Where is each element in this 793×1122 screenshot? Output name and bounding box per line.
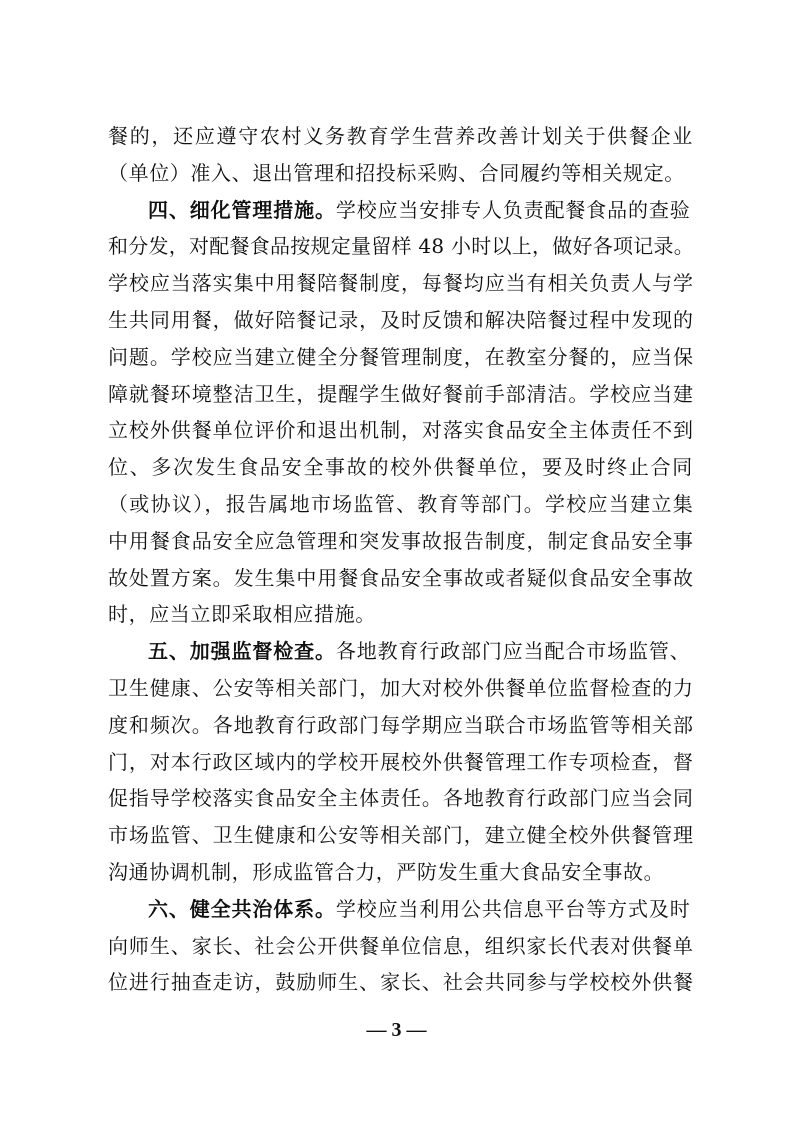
- text-line: [108, 376, 694, 413]
- line-text: 和分发，对配餐食品按规定量留样 48 小时以上，做好各项记录。: [108, 234, 694, 259]
- line-text: 生共同用餐，做好陪餐记录，及时反馈和解决陪餐过程中发现的: [108, 307, 694, 332]
- section-heading-line: [108, 192, 694, 229]
- line-text: 立校外供餐单位评价和退出机制，对落实食品安全主体责任不到: [108, 418, 694, 443]
- text-line: [108, 523, 694, 560]
- line-text: 学校应当安排专人负责配餐食品的查验: [335, 197, 691, 222]
- body-text: [108, 118, 694, 1001]
- text-line: [108, 780, 694, 817]
- text-line: [108, 265, 694, 302]
- line-text: 位、多次发生食品安全事故的校外供餐单位，要及时终止合同: [108, 455, 694, 480]
- line-text: 问题。学校应当建立健全分餐管理制度，在教室分餐的，应当保: [108, 344, 694, 369]
- section-heading: 六、健全共治体系。: [148, 896, 336, 921]
- line-text: 沟通协调机制，形成监管合力，严防发生重大食品安全事故。: [108, 859, 665, 884]
- line-text: （单位）准入、退出管理和招投标采购、合同履约等相关规定。: [108, 160, 685, 185]
- text-line: [108, 744, 694, 781]
- line-text: 障就餐环境整洁卫生，提醒学生做好餐前手部清洁。学校应当建: [108, 381, 694, 406]
- line-text: 餐的，还应遵守农村义务教育学生营养改善计划关于供餐企业: [108, 124, 694, 148]
- text-line: [108, 670, 694, 707]
- text-line: [108, 449, 694, 486]
- text-line: [108, 560, 694, 597]
- line-text: 学校应当利用公共信息平台等方式及时: [335, 896, 691, 921]
- text-line: [108, 928, 694, 965]
- text-line: [108, 707, 694, 744]
- line-text: 时，应当立即采取相应措施。: [108, 602, 376, 627]
- line-text: 学校应当落实集中用餐陪餐制度，每餐均应当有相关负责人与学: [108, 271, 694, 296]
- line-text: （或协议），报告属地市场监管、教育等部门。学校应当建立集: [108, 491, 694, 516]
- text-line: [108, 118, 694, 155]
- text-line: [108, 302, 694, 339]
- section-heading: 四、细化管理措施。: [148, 197, 336, 222]
- page-number: — 3 —: [366, 1019, 427, 1041]
- section-heading-line: [108, 633, 694, 670]
- line-text: 度和频次。各地教育行政部门每学期应当联合市场监管等相关部: [108, 712, 694, 737]
- line-text: 门，对本行政区域内的学校开展校外供餐管理工作专项检查，督: [108, 749, 694, 774]
- line-text: 位进行抽查走访，鼓励师生、家长、社会共同参与学校校外供餐: [108, 970, 694, 995]
- section-heading: 五、加强监督检查。: [148, 639, 336, 664]
- line-text: 各地教育行政部门应当配合市场监管、: [335, 639, 691, 664]
- line-text: 向师生、家长、社会公开供餐单位信息，组织家长代表对供餐单: [108, 933, 694, 958]
- line-text: 卫生健康、公安等相关部门，加大对校外供餐单位监督检查的力: [108, 675, 694, 700]
- text-line: [108, 964, 694, 1001]
- text-line: [108, 486, 694, 523]
- text-line: [108, 817, 694, 854]
- text-line: [108, 854, 694, 891]
- line-text: 中用餐食品安全应急管理和突发事故报告制度，制定食品安全事: [108, 528, 694, 553]
- text-line: [108, 155, 694, 192]
- line-text: 促指导学校落实食品安全主体责任。各地教育行政部门应当会同: [108, 786, 694, 811]
- line-text: 故处置方案。发生集中用餐食品安全事故或者疑似食品安全事故: [108, 565, 694, 590]
- text-line: [108, 596, 694, 633]
- section-heading-line: [108, 891, 694, 928]
- text-line: [108, 228, 694, 265]
- text-line: [108, 339, 694, 376]
- line-text: 市场监管、卫生健康和公安等相关部门，建立健全校外供餐管理: [108, 823, 694, 848]
- text-line: [108, 412, 694, 449]
